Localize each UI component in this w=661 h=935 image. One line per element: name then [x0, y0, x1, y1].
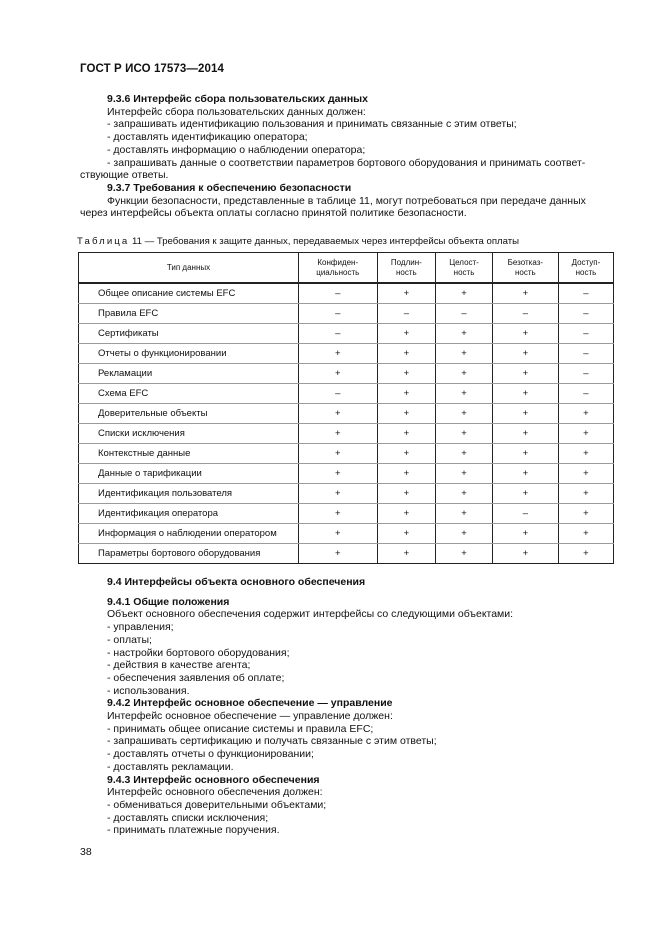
requirement-cell: + [377, 384, 436, 404]
requirement-cell: + [377, 364, 436, 384]
spacer [80, 589, 616, 596]
header-availability: Доступ- ность [558, 253, 613, 284]
paragraph: Объект основного обеспечения содержит интерфейсы со следующими объектами: [107, 608, 514, 621]
data-type-cell: Списки исключения [79, 424, 299, 444]
requirement-cell: + [492, 444, 558, 464]
table-caption-label: Таблица [77, 236, 130, 247]
table-row [79, 344, 614, 364]
requirement-cell: + [492, 404, 558, 424]
data-type-cell: Сертификаты [79, 324, 299, 344]
list-item: - оплаты; [107, 633, 152, 646]
paragraph: Интерфейс основного обеспечения должен: [107, 786, 323, 799]
requirement-cell: + [377, 504, 436, 524]
requirement-cell: + [558, 504, 613, 524]
requirement-cell: – [299, 384, 378, 404]
data-type-cell: Идентификация пользователя [79, 484, 299, 504]
requirement-cell: + [436, 444, 493, 464]
requirement-cell: + [558, 544, 613, 564]
requirement-cell: + [492, 384, 558, 404]
security-requirements-table [78, 252, 614, 564]
list-item: - запрашивать идентификацию пользования и принимать связанные с этим ответы; [107, 118, 517, 131]
list-item: - обеспечения заявления об оплате; [107, 671, 285, 684]
requirement-cell: + [436, 504, 493, 524]
list-item: - доставлять информацию о наблюдении оператора; [107, 143, 366, 156]
list-item: - доставлять отчеты о функционировании; [107, 748, 314, 761]
section-heading: 9.4 Интерфейсы объекта основного обеспечения [107, 576, 366, 588]
document-code: ГОСТ Р ИСО 17573—2014 [80, 63, 225, 75]
requirement-cell: + [299, 524, 378, 544]
requirement-cell: + [492, 424, 558, 444]
requirement-cell: – [558, 324, 613, 344]
list-item: - принимать платежные поручения. [107, 824, 280, 837]
table-row [79, 324, 614, 344]
data-type-cell: Доверительные объекты [79, 404, 299, 424]
data-type-cell: Идентификация оператора [79, 504, 299, 524]
requirement-cell: + [436, 424, 493, 444]
paragraph-continuation: через интерфейсы объекта оплаты согласно принятой политике безопасности. [80, 207, 467, 220]
requirement-cell: + [436, 544, 493, 564]
subsection-heading: 9.4.1 Общие положения [107, 595, 230, 608]
list-item: - запрашивать данные о соответствии параметров бортового оборудования и принимать соответ- [107, 156, 586, 169]
data-type-cell: Информация о наблюдении оператором [79, 524, 299, 544]
data-type-cell: Схема EFC [79, 384, 299, 404]
requirement-cell: + [436, 524, 493, 544]
requirement-cell: + [436, 324, 493, 344]
requirement-cell: + [436, 384, 493, 404]
paragraph: Функции безопасности, представленные в таблице 11, могут потребоваться при передаче данных [107, 194, 586, 207]
requirement-cell: + [436, 364, 493, 384]
table-caption [77, 236, 519, 247]
list-item-continuation: ствующие ответы. [80, 169, 169, 182]
section-9-3-6 [80, 93, 616, 220]
requirement-cell: + [558, 524, 613, 544]
requirement-cell: + [492, 544, 558, 564]
subsection-heading: 9.4.3 Интерфейс основного обеспечения [107, 773, 320, 786]
requirement-cell: – [558, 344, 613, 364]
data-type-cell: Данные о тарификации [79, 464, 299, 484]
requirement-cell: + [558, 424, 613, 444]
list-item: - доставлять идентификацию оператора; [107, 131, 308, 144]
data-type-cell: Параметры бортового оборудования [79, 544, 299, 564]
requirement-cell: – [299, 304, 378, 324]
requirement-cell: + [436, 283, 493, 304]
requirement-cell: + [492, 464, 558, 484]
section-9-4 [80, 576, 616, 837]
requirement-cell: + [377, 404, 436, 424]
requirement-cell: – [436, 304, 493, 324]
requirement-cell: + [299, 344, 378, 364]
list-item: - доставлять рекламации. [107, 760, 234, 773]
paragraph: Интерфейс основное обеспечение — управление должен: [107, 710, 393, 723]
table-row [79, 404, 614, 424]
requirement-cell: + [299, 464, 378, 484]
list-item: - принимать общее описание системы и правила EFC; [107, 722, 374, 735]
requirement-cell: – [558, 384, 613, 404]
requirement-cell: + [377, 464, 436, 484]
table-row [79, 364, 614, 384]
data-type-cell: Отчеты о функционировании [79, 344, 299, 364]
requirement-cell: – [492, 304, 558, 324]
table-row [79, 504, 614, 524]
list-item: - действия в качестве агента; [107, 659, 251, 672]
table-row [79, 544, 614, 564]
header-non-repudiation: Безотказ- ность [492, 253, 558, 284]
requirement-cell: + [299, 504, 378, 524]
table-row [79, 283, 614, 304]
list-item: - настройки бортового оборудования; [107, 646, 290, 659]
list-item: - доставлять списки исключения; [107, 811, 269, 824]
subsection-heading: 9.4.2 Интерфейс основное обеспечение — управление [107, 697, 393, 710]
list-item: - использования. [107, 684, 190, 697]
requirement-cell: + [299, 364, 378, 384]
requirement-cell: + [558, 404, 613, 424]
requirement-cell: + [299, 424, 378, 444]
requirement-cell: + [377, 324, 436, 344]
table-row [79, 424, 614, 444]
table-header-row [79, 253, 614, 284]
requirement-cell: – [558, 364, 613, 384]
section-heading: 9.3.7 Требования к обеспечению безопасности [107, 181, 352, 194]
requirement-cell: + [436, 484, 493, 504]
requirement-cell: – [558, 283, 613, 304]
page-number: 38 [80, 846, 92, 858]
table-row [79, 304, 614, 324]
requirement-cell: + [377, 544, 436, 564]
requirement-cell: + [436, 344, 493, 364]
requirement-cell: + [299, 484, 378, 504]
requirement-cell: + [492, 364, 558, 384]
table-row [79, 484, 614, 504]
requirement-cell: – [492, 504, 558, 524]
requirement-cell: + [492, 524, 558, 544]
table-body [79, 283, 614, 564]
header-authenticity: Подлин- ность [377, 253, 436, 284]
requirement-cell: + [558, 464, 613, 484]
table-row [79, 384, 614, 404]
requirement-cell: + [436, 404, 493, 424]
requirement-cell: + [299, 544, 378, 564]
requirement-cell: – [299, 283, 378, 304]
table-row [79, 464, 614, 484]
requirement-cell: + [377, 444, 436, 464]
requirement-cell: + [436, 464, 493, 484]
data-type-cell: Общее описание системы EFC [79, 283, 299, 304]
requirement-cell: + [492, 344, 558, 364]
requirement-cell: + [377, 424, 436, 444]
header-data-type: Тип данных [79, 253, 299, 284]
requirement-cell: + [492, 324, 558, 344]
table-row [79, 444, 614, 464]
data-type-cell: Рекламации [79, 364, 299, 384]
header-confidentiality: Конфиден- циальность [299, 253, 378, 284]
list-item: - обмениваться доверительными объектами; [107, 798, 327, 811]
data-type-cell: Правила EFC [79, 304, 299, 324]
table-caption-text: 11 — Требования к защите данных, передаваемых через интерфейсы объекта оплаты [129, 236, 520, 247]
table-row [79, 524, 614, 544]
paragraph: Интерфейс сбора пользовательских данных должен: [107, 105, 366, 118]
requirement-cell: + [492, 283, 558, 304]
data-type-cell: Контекстные данные [79, 444, 299, 464]
list-item: - запрашивать сертификацию и получать связанные с этим ответы; [107, 735, 437, 748]
requirement-cell: + [299, 444, 378, 464]
requirement-cell: – [377, 304, 436, 324]
requirement-cell: + [377, 344, 436, 364]
requirement-cell: + [558, 444, 613, 464]
section-heading: 9.3.6 Интерфейс сбора пользовательских данных [107, 93, 368, 105]
requirement-cell: + [377, 484, 436, 504]
requirement-cell: + [377, 283, 436, 304]
requirement-cell: + [377, 524, 436, 544]
requirement-cell: + [299, 404, 378, 424]
requirement-cell: – [299, 324, 378, 344]
requirement-cell: + [558, 484, 613, 504]
requirement-cell: – [558, 304, 613, 324]
requirement-cell: + [492, 484, 558, 504]
list-item: - управления; [107, 621, 174, 634]
header-integrity: Целост- ность [436, 253, 493, 284]
